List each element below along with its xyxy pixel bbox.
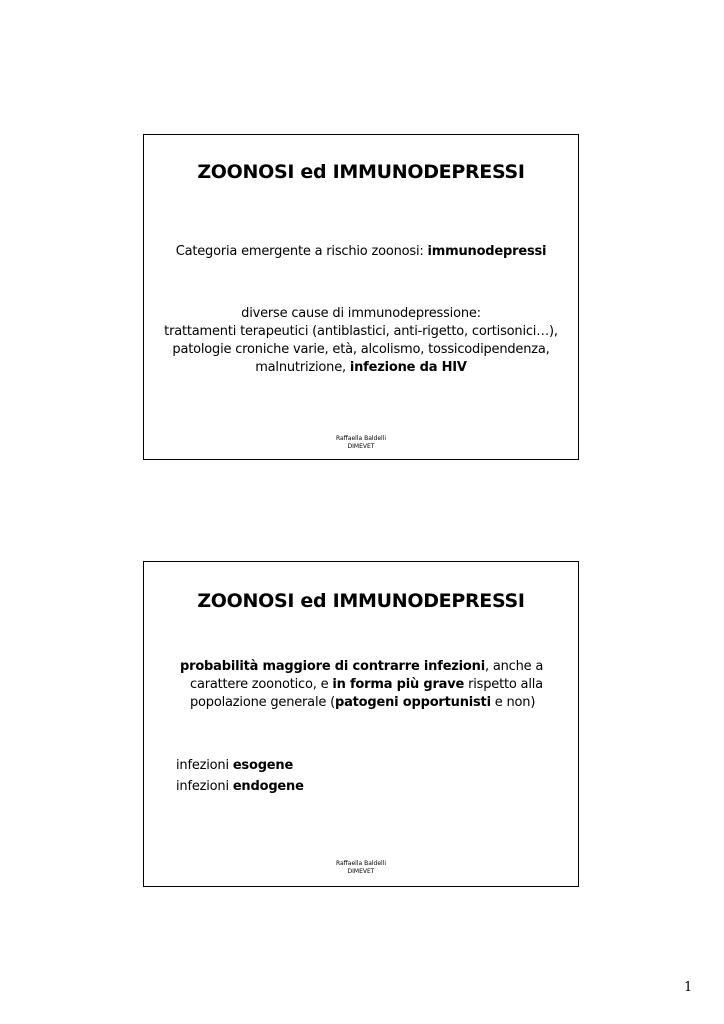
inf2-text: infezioni: [176, 779, 233, 794]
causes-line-3-bold: infezione da HIV: [349, 360, 467, 375]
inf1-text: infezioni: [176, 758, 233, 773]
page-number: 1: [684, 980, 693, 995]
infection-endogenous: [176, 778, 304, 796]
causes-heading: diverse cause di immunodepressione:: [241, 306, 481, 321]
para-line-2: [176, 676, 561, 694]
category-text: Categoria emergente a rischio zoonosi:: [175, 244, 428, 259]
para-line-1: [176, 658, 561, 676]
causes-block: [144, 305, 578, 377]
causes-line-1: trattamenti terapeutici (antiblastici, anti-rigetto, cortisonici…),: [164, 324, 558, 339]
para-bold-1: probabilità maggiore di contrarre infezioni: [180, 659, 485, 674]
slide-1: [143, 134, 579, 460]
slide-footer: [144, 860, 578, 876]
para-text-5: e non): [490, 695, 536, 710]
slide-title: ZOONOSI ed IMMUNODEPRESSI: [197, 161, 525, 183]
infection-exogenous: [176, 757, 293, 775]
slide-footer: [144, 435, 578, 451]
slide-2: [143, 561, 579, 887]
para-bold-2: in forma più grave: [332, 677, 465, 692]
causes-line-3-text: malnutrizione,: [255, 360, 350, 375]
para-line-3: [176, 694, 561, 712]
inf2-bold: endogene: [232, 779, 304, 794]
para-bold-3: patogeni opportunisti: [334, 695, 491, 710]
para-text-2: carattere zoonotico, e: [190, 677, 333, 692]
probability-paragraph: [176, 658, 561, 712]
inf1-bold: esogene: [232, 758, 294, 773]
footer-dept: DIMEVET: [347, 443, 375, 450]
para-text-1: , anche a: [484, 659, 544, 674]
slide-title: ZOONOSI ed IMMUNODEPRESSI: [197, 590, 525, 612]
causes-line-3: [144, 359, 578, 377]
footer-author: Raffaella Baldelli: [335, 435, 387, 442]
causes-line-2: patologie croniche varie, età, alcolismo, tossicodipendenza,: [172, 342, 550, 357]
category-line: [144, 243, 578, 261]
footer-author: Raffaella Baldelli: [335, 860, 387, 867]
footer-dept: DIMEVET: [347, 868, 375, 875]
para-text-4: popolazione generale (: [190, 695, 335, 710]
para-text-3: rispetto alla: [464, 677, 543, 692]
category-bold: immunodepressi: [427, 244, 547, 259]
